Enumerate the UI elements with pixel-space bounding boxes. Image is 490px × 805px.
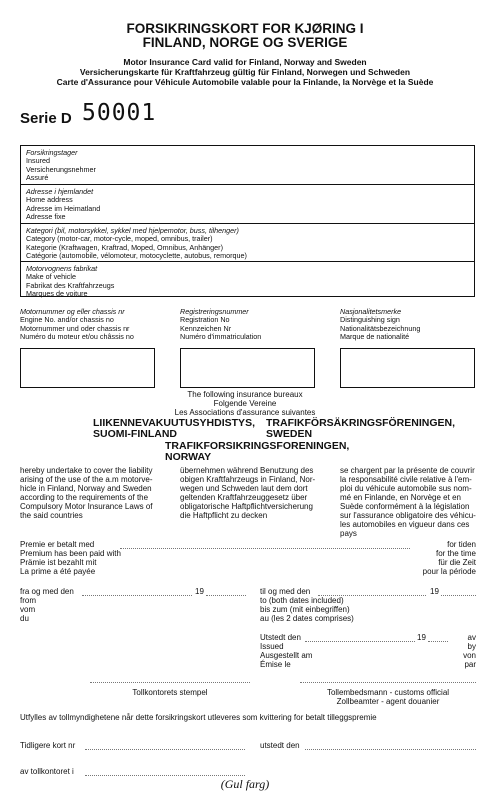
serie-label: Serie D [20,110,72,127]
address-section [21,185,474,224]
from-date-field[interactable] [82,595,192,596]
from-label-no: fra og med den [20,587,74,596]
undertake-de-line: die Haftpflicht zu decken [180,511,268,520]
undertake-fr-line: ploi du véhicule automobile sus nom- [340,484,472,493]
holder-info-box [20,145,475,297]
address-label-en: Home address [26,195,73,205]
issued-labels [260,633,312,669]
undertake-en-line: hicle in Finland, Norway and Sweden [20,484,152,493]
from-labels [20,587,74,623]
issued-year: 19 [417,633,426,642]
make-label-no: Motorvognens fabrikat [26,264,98,273]
undertake-fr-line: les automobiles en vigueur dans ces [340,520,470,529]
undertake-fr-line: se chargent par la présente de couvrir [340,466,475,475]
card-title-line-2: FINLAND, NORGE OG SVERIGE [142,35,348,50]
bureaus-intro-de: Folgende Vereine [213,399,277,408]
insured-label-no: Forsikringstager [26,148,78,157]
undertake-de-line: übernehmen während Benutzung des [180,466,314,475]
undertake-en-line: according to the requirements of the [20,493,149,502]
insured-label-fr: Assuré [26,172,49,182]
from-year-field[interactable] [206,595,246,596]
earlier-issued-label: utstedt den [260,741,300,750]
undertake-en-line: the said countries [20,511,83,520]
make-label-de: Fabrikat des Kraftfahrzeugs [26,280,115,290]
issued-by-de: von [463,651,476,660]
undertake-fr-line: mé en Finlande, en Norvège et en [340,493,461,502]
bureau-finland [93,418,255,440]
undertake-fr-line: Suède conformément à la législation [340,502,470,511]
customs-stamp-label: Tollkontorets stempel [132,688,208,697]
make-section [21,262,474,296]
from-label-en: from [20,596,36,605]
category-section [21,224,474,262]
bureau-norway [165,441,349,463]
to-label-de: bis zum (mit einbegriffen) [260,605,350,614]
premium-label-en: Premium has been paid with [20,549,121,558]
earlier-issued-field[interactable] [305,749,476,750]
undertake-en-line: arising of the use of the a.m motorve- [20,475,153,484]
undertake-fr-line: sur l'assurance obligatoire des véhicu- [340,511,476,520]
customs-official-labels [290,688,486,706]
period-label-de: für die Zeit [438,558,476,567]
bureaus-intro-fr: Les Associations d'assurance suivantes [174,408,316,417]
address-label-no: Adresse i hjemlandet [26,187,94,196]
undertake-de [180,466,335,520]
nationality-label-en: Distinguishing sign [340,315,400,325]
undertake-de-line: obligatorische Haftpflichtversicherung [180,502,313,511]
undertake-en-line: hereby undertake to cover the liability [20,466,153,475]
subtitle-en: Motor Insurance Card valid for Finland, Norway and Sweden [123,57,367,67]
nationality-label-no: Nasjonalitetsmerke [340,307,402,316]
category-label-no: Kategori (bil, motorsykkel, sykkel med hjelpemotor, buss, tilhenger) [26,226,239,235]
bureau-finland-name: LIIKENNEVAKUUTUSYHDISTYS, [93,417,255,429]
engine-no-labels [20,308,134,341]
engine-no-box[interactable] [20,348,155,388]
to-year: 19 [430,587,439,596]
insured-label-de: Versicherungsnehmer [26,164,96,174]
issued-year-field[interactable] [428,641,448,642]
premium-label-fr: La prime a été payée [20,567,96,576]
premium-label-de: Prämie ist bezahlt mit [20,558,97,567]
official-label-2: Zollbeamter - agent douanier [336,697,440,706]
undertake-de-line: wegen und Schweden laut dem dort [180,484,308,493]
insured-label-en: Insured [26,156,50,166]
registration-label-de: Kennzeichen Nr [180,323,232,333]
to-label-en: to (both dates included) [260,596,344,605]
to-labels [260,587,354,623]
undertake-en [20,466,170,520]
color-note: (Gul farg) [220,777,270,791]
address-label-de: Adresse im Heimatland [26,203,101,213]
category-label-de: Kategorie (Kraftwagen, Kraftrad, Moped, Omnibus, Anhänger) [26,242,223,252]
bureau-norway-name: TRAFIKFORSIKRINGSFORENINGEN, [165,440,350,452]
issued-by-en: by [467,642,476,651]
earlier-card-label: Tidligere kort nr [20,741,76,750]
make-label-en: Make of vehicle [26,272,76,282]
registration-no-box[interactable] [180,348,315,388]
issued-label-fr: Émise le [260,660,291,669]
undertake-de-line: geltenden Kraftfahrzeuggesetz über [180,493,308,502]
address-label-fr: Adresse fixe [26,211,66,221]
undertake-fr-line: la responsabilité civile relative à l'em- [340,475,472,484]
nationality-labels [340,308,420,341]
undertake-fr-line: pays [340,529,357,538]
undertake-en-line: Compulsory Motor Insurance Laws of [20,502,153,511]
serie-number: 50001 [82,100,157,126]
from-label-fr: du [20,614,29,623]
bureau-sweden-name: TRAFIKFÖRSÄKRINGSFÖRENINGEN, [266,417,455,429]
bureaus-intro-en: The following insurance bureaux [187,390,303,399]
engine-label-en: Engine No. and/or chassis no [20,315,114,325]
to-label-no: til og med den [260,587,311,596]
premium-label-no: Premie er betalt med [20,540,95,549]
card-title-line-1: FORSIKRINGSKORT FOR KJØRING I [126,21,364,36]
undertake-fr [340,466,480,538]
customs-office-field[interactable] [85,775,245,776]
issued-label-no: Utstedt den [260,633,301,642]
bureau-norway-country: NORWAY [165,451,212,463]
nationality-label-de: Nationalitätsbezeichnung [340,323,421,333]
issued-date-field[interactable] [305,641,415,642]
bureau-sweden [266,418,455,440]
engine-label-de: Motornummer und oder chassis nr [20,323,130,333]
fill-note: Utfylles av tollmyndighetene når dette forsikringskort utleveres som kvittering for betalt tilleggspremie [20,713,377,722]
period-label-en: for the time [435,549,476,558]
to-year-field[interactable] [441,595,476,596]
engine-label-no: Motornummer og eller chassis nr [20,307,125,316]
bureaus-intro [0,390,490,417]
customs-office-label: av tollkontoret i [20,767,74,776]
nationality-sign-box[interactable] [340,348,475,388]
official-label-1: Tollembedsmann - customs official [326,688,450,697]
issued-by-labels [452,633,476,669]
make-label-fr: Marques de voiture [26,288,88,298]
premium-period-labels [400,540,476,576]
subtitle-de: Versicherungskarte für Kraftfahrzeug gültig für Finland, Norwegen und Schweden [79,67,411,77]
registration-label-en: Registration No [180,315,230,325]
undertake-de-line: obigen Kraftfahrzeugs in Finland, Nor- [180,475,316,484]
issued-by-no: av [467,633,476,642]
insured-section [21,146,474,185]
engine-label-fr: Numéro du moteur et/ou châssis no [20,331,134,341]
premium-amount-field[interactable] [120,548,410,549]
from-label-de: vom [20,605,36,614]
to-date-field[interactable] [318,595,426,596]
registration-label-fr: Numéro d'immatriculation [180,331,262,341]
category-label-en: Category (motor-car, motor-cycle, moped, omnibus, trailer) [26,234,213,244]
earlier-card-field[interactable] [85,749,245,750]
registration-label-no: Registreringsnummer [180,307,249,316]
to-label-fr: au (les 2 dates comprises) [260,614,354,623]
subtitle-fr: Carte d'Assurance pour Véhicule Automobile valable pour la Finlande, la Norvège et la Suède [56,77,434,87]
category-label-fr: Catégorie (automobile, vélomoteur, motocyclette, autobus, remorque) [26,250,247,260]
bureau-sweden-country: SWEDEN [266,428,313,440]
premium-labels [20,540,121,576]
nationality-label-fr: Marque de nationalité [340,331,410,341]
registration-labels [180,308,261,341]
issued-label-de: Ausgestellt am [260,651,313,660]
issued-by-fr: par [464,660,476,669]
from-year: 19 [195,587,204,596]
stamp-line [90,682,250,683]
period-label-fr: pour la période [422,567,476,576]
signature-line[interactable] [300,682,476,683]
bureau-finland-country: SUOMI-FINLAND [93,428,177,440]
period-label-no: for tiden [447,540,476,549]
issued-label-en: Issued [260,642,284,651]
